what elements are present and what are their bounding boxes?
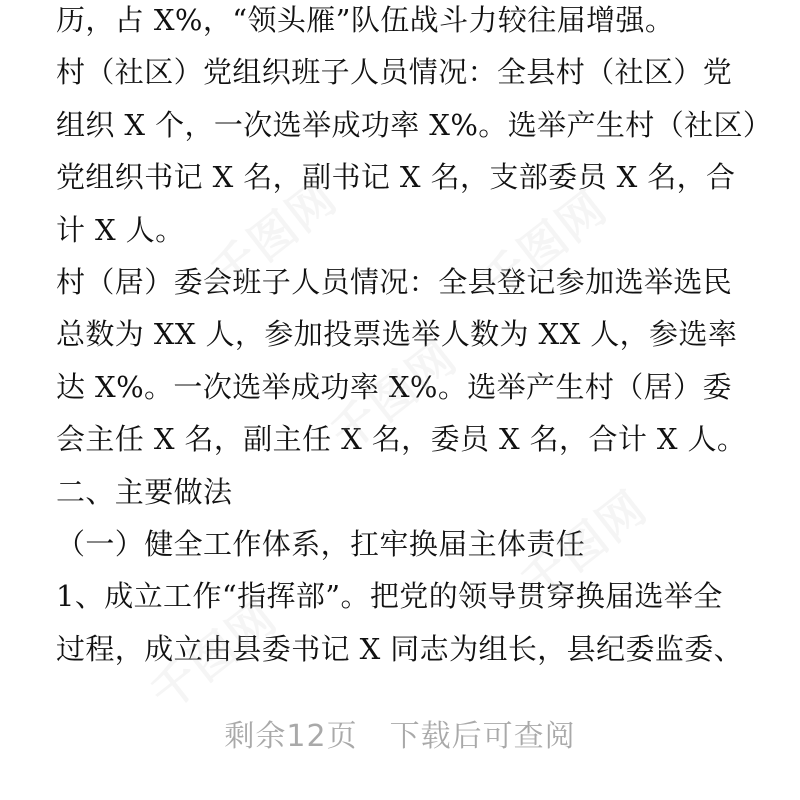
- body-line: 党组织书记 X 名，副书记 X 名，支部委员 X 名，合: [56, 160, 736, 195]
- remaining-pages-label: 剩余12页: [224, 719, 358, 754]
- subsection-heading: （一）健全工作体系，扛牢换届主体责任: [56, 526, 586, 561]
- body-line: 会主任 X 名，副主任 X 名，委员 X 名，合计 X 人。: [56, 422, 747, 457]
- download-hint-label: 下载后可查阅: [389, 719, 576, 754]
- body-line: 达 X%。一次选举成功率 X%。选举产生村（居）委: [56, 369, 732, 404]
- body-line: 村（社区）党组织班子人员情况：全县村（社区）党: [56, 55, 733, 90]
- watermark: 千图网: [510, 479, 658, 611]
- download-prompt[interactable]: [0, 712, 800, 762]
- document-body: [56, 0, 773, 675]
- watermark: 千图网: [140, 589, 288, 721]
- watermark: 千图网: [200, 169, 348, 301]
- watermark: 千图网: [470, 179, 618, 311]
- body-line: 村（居）委会班子人员情况：全县登记参加选举选民: [56, 264, 733, 299]
- body-line: 总数为 XX 人，参加投票选举人数为 XX 人，参选率: [56, 317, 738, 352]
- body-line: 历，占 X%，“领头雁”队伍战斗力较往届增强。: [56, 3, 675, 37]
- body-line: 1、成立工作“指挥部”。把党的领导贯穿换届选举全: [56, 579, 723, 614]
- body-line: 计 X 人。: [56, 212, 185, 247]
- body-line: 过程，成立由县委书记 X 同志为组长，县纪委监委、: [56, 631, 744, 666]
- body-line: 组织 X 个，一次选举成功率 X%。选举产生村（社区）: [56, 107, 773, 142]
- section-heading: 二、主要做法: [56, 474, 233, 509]
- watermark: 千图网: [320, 329, 468, 461]
